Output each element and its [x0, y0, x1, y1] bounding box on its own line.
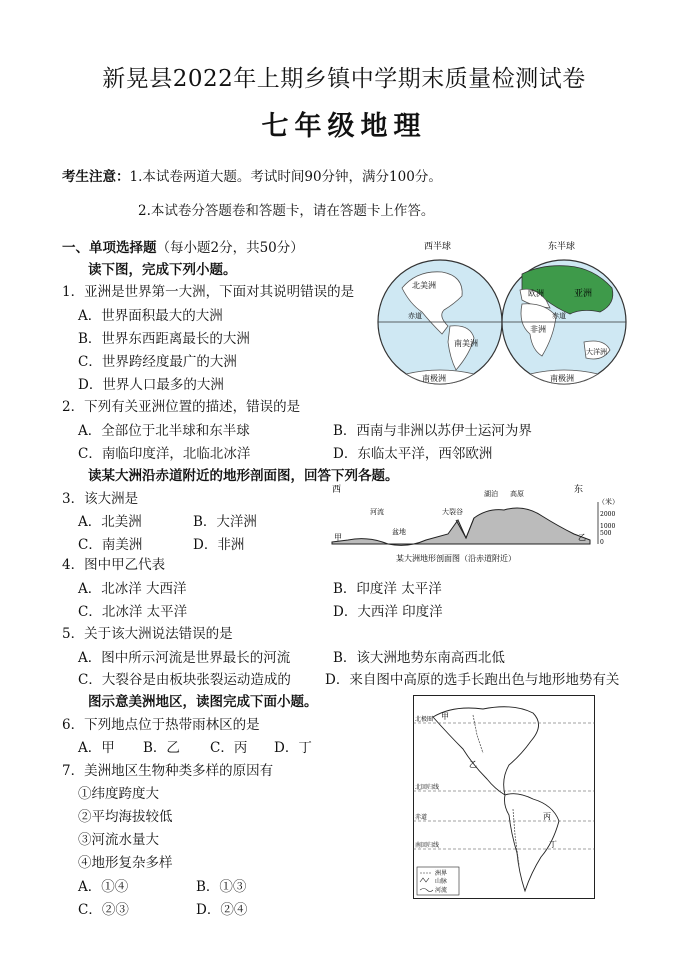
label-equator-east: 赤道: [552, 312, 566, 320]
label-plateau: 高原: [510, 490, 524, 498]
label-jia: 甲: [334, 533, 342, 542]
profile-caption: 某大洲地形剖面图（沿赤道附近）: [396, 554, 516, 563]
q3-option-b: B．大洋洲: [193, 514, 257, 530]
q7-item-2: ②平均海拔较低: [78, 809, 173, 825]
label-tropic-cancer: 北回归线: [415, 784, 440, 791]
q1-option-b: B．世界东西距离最长的大洲: [78, 331, 250, 347]
profile-units: （米）: [598, 498, 619, 506]
q6-option-c: C．丙: [210, 740, 248, 756]
west-hemisphere-label: 西半球: [424, 242, 452, 252]
q7-item-1: ①纬度跨度大: [78, 786, 159, 802]
q2-option-d: D．东临太平洋，西邻欧洲: [333, 446, 493, 462]
q3-stem: 3．该大洲是: [62, 491, 139, 507]
legend-river: 河流: [435, 887, 448, 894]
label-rift: 大裂谷: [442, 508, 463, 516]
label-south-america: 南美洲: [454, 339, 478, 348]
notice-label: 考生注意：: [62, 169, 130, 185]
q7-option-a: A．①④: [78, 879, 129, 895]
label-ding-map: 丁: [549, 840, 557, 849]
ytick-500: 500: [600, 530, 612, 537]
q7-option-b: B．①③: [196, 879, 247, 895]
label-europe: 欧洲: [528, 289, 544, 298]
q5-option-b: B．该大洲地势东南高西北低: [333, 650, 505, 666]
legend-mountain: 山脉: [435, 878, 448, 885]
q1-stem: 1．亚洲是世界第一大洲，下面对其说明错误的是: [62, 284, 355, 300]
q2-option-b: B．西南与非洲以苏伊士运河为界: [333, 423, 532, 439]
profile-west: 西: [332, 485, 342, 495]
hemisphere-map: [372, 238, 632, 388]
q2-option-c: C．南临印度洋，北临北冰洋: [78, 446, 251, 462]
ytick-0: 0: [600, 539, 604, 546]
q7-item-3: ③河流水量大: [78, 832, 159, 848]
q3-option-d: D．非洲: [193, 537, 245, 553]
q7-item-4: ④地形复杂多样: [78, 855, 173, 871]
label-equator: 赤道: [415, 814, 428, 821]
label-jia-map: 甲: [441, 712, 449, 721]
q1-option-a: A．世界面积最大的大洲: [78, 308, 223, 324]
label-equator-west: 赤道: [408, 312, 422, 320]
q4-stem: 4．图中甲乙代表: [62, 557, 166, 573]
america-map: [413, 695, 595, 899]
label-north-america: 北美洲: [412, 281, 436, 290]
q5-option-a: A．图中所示河流是世界最长的河流: [78, 650, 291, 666]
ytick-2000: 2000: [600, 511, 616, 518]
q5-option-c: C．大裂谷是由板块张裂运动造成的: [78, 672, 291, 688]
q2-stem: 2．下列有关亚洲位置的描述，错误的是: [62, 399, 301, 415]
exam-title: 新晃县2022年上期乡镇中学期末质量检测试卷: [102, 66, 586, 92]
label-river: 河流: [370, 508, 384, 516]
q6-option-a: A．甲: [78, 740, 115, 756]
q2-option-a: A．全部位于北半球和东半球: [78, 423, 250, 439]
q5-stem: 5．关于该大洲说法错误的是: [62, 626, 233, 642]
label-oceania: 大洋洲: [586, 348, 607, 356]
section-heading: [62, 236, 304, 256]
q4-option-a: A．北冰洋 大西洋: [78, 581, 187, 597]
notice: [62, 165, 442, 185]
notice-line1: 1.本试卷两道大题。考试时间90分钟，满分100分。: [129, 169, 442, 185]
label-antarctica-west: 南极洲: [422, 374, 446, 383]
label-yi: 乙: [578, 533, 586, 542]
east-hemisphere-label: 东半球: [548, 242, 576, 252]
q6-option-b: B．乙: [143, 740, 180, 756]
q6-option-d: D．丁: [274, 740, 312, 756]
label-arctic-circle: 北极圈: [415, 716, 434, 723]
label-yi-map: 乙: [469, 760, 477, 769]
q4-option-c: C．北冰洋 太平洋: [78, 604, 188, 620]
q4-option-d: D．大西洋 印度洋: [333, 604, 443, 620]
notice-line2: 2.本试卷分答题卷和答题卡，请在答题卡上作答。: [138, 203, 435, 219]
intro-3: 图示意美洲地区，读图完成下面小题。: [88, 694, 318, 710]
q1-option-c: C．世界跨经度最广的大洲: [78, 354, 237, 370]
section-heading-note: （每小题2分，共50分）: [156, 240, 304, 256]
q7-option-d: D．②④: [196, 902, 248, 918]
q5-option-d: D．来自图中高原的选手长跑出色与地形地势有关: [325, 672, 620, 688]
exam-subject: 七年级地理: [261, 111, 427, 142]
label-bing-map: 丙: [543, 812, 551, 821]
intro-1: 读下图，完成下列小题。: [88, 262, 237, 278]
q4-option-b: B．印度洋 太平洋: [333, 581, 442, 597]
label-africa: 非洲: [530, 325, 546, 334]
intro-2: 读某大洲沿赤道附近的地形剖面图，回答下列各题。: [88, 468, 399, 484]
ytick-1000: 1000: [600, 523, 616, 530]
label-basin: 盆地: [392, 528, 406, 536]
q6-stem: 6．下列地点位于热带雨林区的是: [62, 717, 260, 733]
label-antarctica-east: 南极洲: [550, 374, 574, 383]
profile-east: 东: [574, 485, 584, 495]
q3-option-c: C．南美洲: [78, 537, 143, 553]
q1-option-d: D．世界人口最多的大洲: [78, 377, 224, 393]
label-lake: 湖泊: [484, 490, 498, 498]
section-heading-text: 一、单项选择题: [62, 240, 157, 256]
q7-option-c: C．②③: [78, 902, 129, 918]
label-tropic-capricorn: 南回归线: [415, 842, 440, 849]
legend-boundary: 洲界: [435, 870, 448, 877]
q7-stem: 7．美洲地区生物种类多样的原因有: [62, 763, 274, 779]
q3-option-a: A．北美洲: [78, 514, 142, 530]
terrain-profile: [328, 482, 626, 568]
label-asia: 亚洲: [574, 289, 593, 299]
